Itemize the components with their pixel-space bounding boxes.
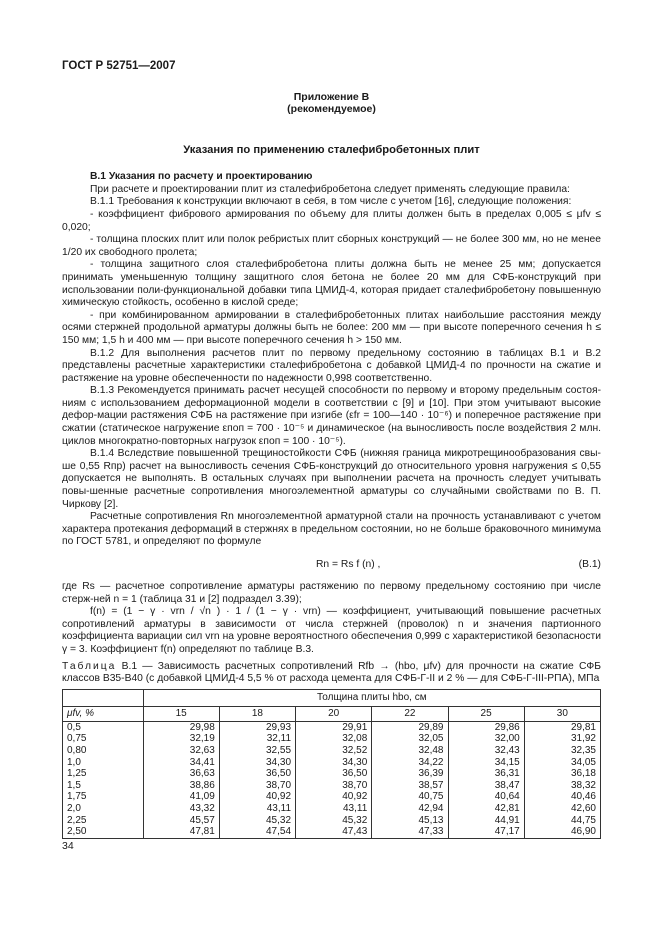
paragraph: - при комбинированном армировании в сталефибробетонных плитах наибольшие расстояния между осями стержней продольной арматуры должны быть не более: 200 мм — при высоте поперечного сечения h ≤ 150 мм; 1,5 h и 400 мм — при высоте поперечного сечения h > 150 мм. <box>62 309 601 346</box>
table-cell: 32,00 <box>448 733 524 745</box>
table-cell: 42,94 <box>372 803 448 815</box>
paragraph: При расчете и проектировании плит из сталефибробетона следует применять следующие правила: <box>90 183 570 195</box>
table-column-header: 30 <box>524 706 600 721</box>
section-heading: Указания по применению сталефибробетонных плит <box>183 143 480 156</box>
table-cell: 43,32 <box>143 803 219 815</box>
table-row <box>63 780 601 792</box>
table-cell: 32,05 <box>372 733 448 745</box>
table-cell: 47,43 <box>296 826 372 838</box>
formula-b1 <box>62 552 601 578</box>
table-cell: 45,32 <box>219 815 295 827</box>
table-cell: 29,86 <box>448 721 524 733</box>
table-row <box>63 733 601 745</box>
table-cell: 38,86 <box>143 780 219 792</box>
table-group-header: Толщина плиты hbo, см <box>143 689 600 706</box>
table-cell: 34,15 <box>448 757 524 769</box>
table-cell: 34,05 <box>524 757 600 769</box>
appendix-note: (рекомендуемое) <box>287 103 376 116</box>
table-cell: 46,90 <box>524 826 600 838</box>
table-cell: 38,47 <box>448 780 524 792</box>
paragraph: В.1.2 Для выполнения расчетов плит по первому предельному состоянию в таблицах В.1 и В.2 представлены расчетные характеристики сталефибробетона с добавкой ЦМИД-4 по прочности на сжатие и растяжение на уровне обеспеченности по надежности 0,998 соответственно. <box>62 347 601 384</box>
table-cell: 32,55 <box>219 745 295 757</box>
table-row <box>63 768 601 780</box>
paragraph: - толщина защитного слоя сталефибробетона плиты должна быть не менее 25 мм; допускается принимать уменьшенную толщину защитного слоя бетона не более 20 мм для СФБ-конструкций при использовании поли-функциональной добавки типа ЦМИД-4, которая придает сталефибробетону повышенную химическую стойкость, особенно в кислой среде; <box>62 259 601 309</box>
appendix-title: Приложение В <box>293 90 370 103</box>
table-cell: 32,08 <box>296 733 372 745</box>
table-cell: 34,41 <box>143 757 219 769</box>
table-column-header: 22 <box>372 706 448 721</box>
table-cell: 41,09 <box>143 791 219 803</box>
paragraph: В.1.3 Рекомендуется принимать расчет несущей способности по первому и второму предельным состоя-ниям с использованием деформационной модели в соответствии с [9] и [10]. При этом учитывают высокие дефор-мации растяжения СФБ на растяжение при изгибе (εfr = 100—140 · 10⁻⁶) и поперечное растяжение при сжатии (статическое нагружение εпоп = 700 · 10⁻⁵ и динамическое (на выносливость после воздействия 2 млн. циклов многократно-повторных нагрузок εпоп = 100 · 10⁻⁵). <box>62 385 601 447</box>
table-row <box>63 815 601 827</box>
table-cell: 45,13 <box>372 815 448 827</box>
table-row <box>63 757 601 769</box>
table-cell: 45,57 <box>143 815 219 827</box>
table-cell: 36,18 <box>524 768 600 780</box>
table-row-header: μfv, % <box>63 706 144 721</box>
table-cell: 36,63 <box>143 768 219 780</box>
table-cell: 43,11 <box>219 803 295 815</box>
table-corner <box>63 689 144 706</box>
table-cell: 47,81 <box>143 826 219 838</box>
table-row <box>63 803 601 815</box>
table-cell: 44,75 <box>524 815 600 827</box>
table-cell: 29,98 <box>143 721 219 733</box>
subsection-title: В.1 Указания по расчету и проектированию <box>90 171 313 183</box>
table-cell-mu: 1,5 <box>63 780 144 792</box>
table-cell: 36,31 <box>448 768 524 780</box>
table-cell: 40,92 <box>219 791 295 803</box>
body-paragraphs-b <box>62 581 601 657</box>
page-number: 34 <box>62 840 74 852</box>
table-cell: 44,91 <box>448 815 524 827</box>
table-cell: 36,39 <box>372 768 448 780</box>
table-cell: 47,54 <box>219 826 295 838</box>
table-cell-mu: 0,75 <box>63 733 144 745</box>
table-cell: 42,81 <box>448 803 524 815</box>
table-cell: 38,32 <box>524 780 600 792</box>
table-cell: 38,70 <box>219 780 295 792</box>
table-cell: 36,50 <box>219 768 295 780</box>
table-caption-label: Таблица <box>62 660 117 672</box>
table-cell: 34,30 <box>296 757 372 769</box>
table-cell: 47,17 <box>448 826 524 838</box>
table-row <box>63 791 601 803</box>
table-cell: 34,22 <box>372 757 448 769</box>
table-cell: 32,35 <box>524 745 600 757</box>
table-column-header: 20 <box>296 706 372 721</box>
table-cell: 40,64 <box>448 791 524 803</box>
table-cell: 45,32 <box>296 815 372 827</box>
table-cell: 32,19 <box>143 733 219 745</box>
paragraph: f(n) = (1 − γ · vrn / √n ) · 1 / (1 − γ · vrn) — коэффициент, учитывающий повышение расчетных сопротивлений арматуры в зависимости от числа стержней (проволок) n и значения партионного коэффициента вариации сил vrn на уровне вероятностного обеспечения 0,999 с характеристикой безопасности γ = 3. Коэффициент f(n) определяют по таблице В.3. <box>62 606 601 655</box>
table-cell: 36,50 <box>296 768 372 780</box>
table-cell: 32,43 <box>448 745 524 757</box>
table-b1 <box>62 689 601 839</box>
table-column-header: 15 <box>143 706 219 721</box>
paragraph: - толщина плоских плит или полок ребристых плит сборных конструкций — не более 300 мм, но не менее 1/20 их свободного пролета; <box>62 234 601 258</box>
table-row <box>63 826 601 838</box>
table-cell: 32,48 <box>372 745 448 757</box>
table-cell-mu: 2,25 <box>63 815 144 827</box>
formula-expression: Rn = Rs f (n) , <box>316 559 381 570</box>
table-cell: 42,60 <box>524 803 600 815</box>
paragraph: В.1.4 Вследствие повышенной трещиностойкости СФБ (нижняя граница микротрещинообразования свы-ше 0,55 Rпр) расчет на выносливость сечения СФБ-конструкций до относительного уровня нагружения ≤ 0,55 допускается не выполнять. В остальных случаях при выполнении расчета на прочность следует учитывать повы-шенные расчетные сопротивления многоэлементной арматуры со случайными свойствами по В. П. Чиркову [2]. <box>62 448 601 510</box>
paragraph: В.1.1 Требования к конструкции включают в себя, в том числе с учетом [16], следующие положения: <box>90 196 572 208</box>
table-row <box>63 721 601 733</box>
table-cell: 40,92 <box>296 791 372 803</box>
paragraph: - коэффициент фибрового армирования по объему для плиты должен быть в пределах 0,005 ≤ μfv ≤ 0,020; <box>62 208 601 233</box>
table-cell: 43,11 <box>296 803 372 815</box>
table-cell-mu: 2,50 <box>63 826 144 838</box>
table-cell-mu: 1,25 <box>63 768 144 780</box>
table-column-header: 25 <box>448 706 524 721</box>
paragraph: Расчетные сопротивления Rn многоэлементной арматурной стали на прочность устанавливают с учетом характера протекания деформаций в стержнях в предельном состоянии, но не больше браковочного минимума по ГОСТ 5781, и определяют по формуле <box>62 511 601 548</box>
table-column-header: 18 <box>219 706 295 721</box>
body-paragraphs-a <box>62 184 601 549</box>
table-cell: 38,57 <box>372 780 448 792</box>
table-cell: 29,81 <box>524 721 600 733</box>
formula-number: (В.1) <box>578 559 601 570</box>
paragraph: где Rs — расчетное сопротивление арматуры растяжению по первому предельному состоянию при числе стерж-ней n = 1 (таблица 31 и [2] подраздел 3.39); <box>62 581 601 605</box>
table-cell: 29,89 <box>372 721 448 733</box>
table-cell: 32,11 <box>219 733 295 745</box>
table-cell: 31,92 <box>524 733 600 745</box>
table-caption-text: В.1 — Зависимость расчетных сопротивлений Rfb → (hbo, μfv) для прочности на сжатие СФБ классов В35-В40 (с добавкой ЦМИД-4 5,5 % от расхода цемента для СФБ-Г-II и 2 % — для СФБ-Г-III-РПА), МПа <box>62 660 601 685</box>
table-cell: 29,93 <box>219 721 295 733</box>
table-caption <box>62 661 601 686</box>
table-cell: 34,30 <box>219 757 295 769</box>
table-cell: 38,70 <box>296 780 372 792</box>
table-cell: 32,52 <box>296 745 372 757</box>
table-cell: 40,46 <box>524 791 600 803</box>
table-cell-mu: 1,0 <box>63 757 144 769</box>
table-cell-mu: 1,75 <box>63 791 144 803</box>
table-cell: 47,33 <box>372 826 448 838</box>
table-cell-mu: 2,0 <box>63 803 144 815</box>
table-cell: 29,91 <box>296 721 372 733</box>
table-row <box>63 745 601 757</box>
table-cell: 40,75 <box>372 791 448 803</box>
document-code: ГОСТ Р 52751—2007 <box>62 60 176 72</box>
table-cell-mu: 0,5 <box>63 721 144 733</box>
table-cell: 32,63 <box>143 745 219 757</box>
table-cell-mu: 0,80 <box>63 745 144 757</box>
